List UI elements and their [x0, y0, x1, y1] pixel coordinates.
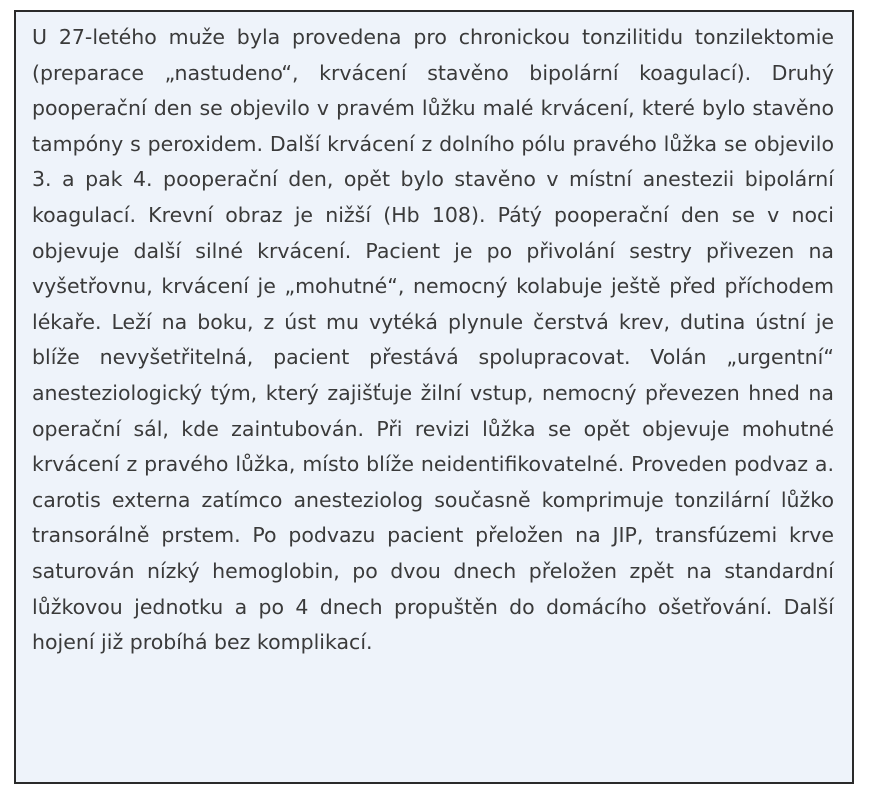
case-report-text: U 27-letého muže byla provedena pro chronickou tonzilitidu tonzilektomie (preparace „nastudeno“, krvácení stavěno bipolární koagulací). Druhý pooperační den se objevilo v pravém lůžku malé krvácení, které bylo stavěno tampóny s peroxidem. Další krvácení z dolního pólu pravého lůžka se objevilo 3. a pak 4. pooperační den, opět bylo stavěno v místní anestezii bipolární koagulací. Krevní obraz je nižší (Hb 108). Pátý pooperační den se v noci objevuje další silné krvácení. Pacient je po přivolání sestry přivezen na vyšetřovnu, krvácení je „mohutné“, nemocný kolabuje ještě před příchodem lékaře. Leží na boku, z úst mu vytéká plynule čerstvá krev, dutina ústní je blíže nevyšetřitelná, pacient přestává spolupracovat. Volán „urgentní“ anesteziologický tým, který zajišťuje žilní vstup, nemocný převezen hned na operační sál, kde zaintubován. Při revizi lůžka se opět objevuje mohutné krvácení z pravého lůžka, místo blíže neidentifikovatelné. Proveden podvaz a. carotis externa zatímco anesteziolog současně komprimuje tonzilární lůžko transorálně prstem. Po podvazu pacient přeložen na JIP, transfúzemi krve saturován nízký hemoglobin, po dvou dnech přeložen zpět na standardní lůžkovou jednotku a po 4 dnech propuštěn do domácího ošetřování. Další hojení již probíhá bez komplikací. [32, 25, 834, 655]
case-report-box [14, 10, 854, 784]
